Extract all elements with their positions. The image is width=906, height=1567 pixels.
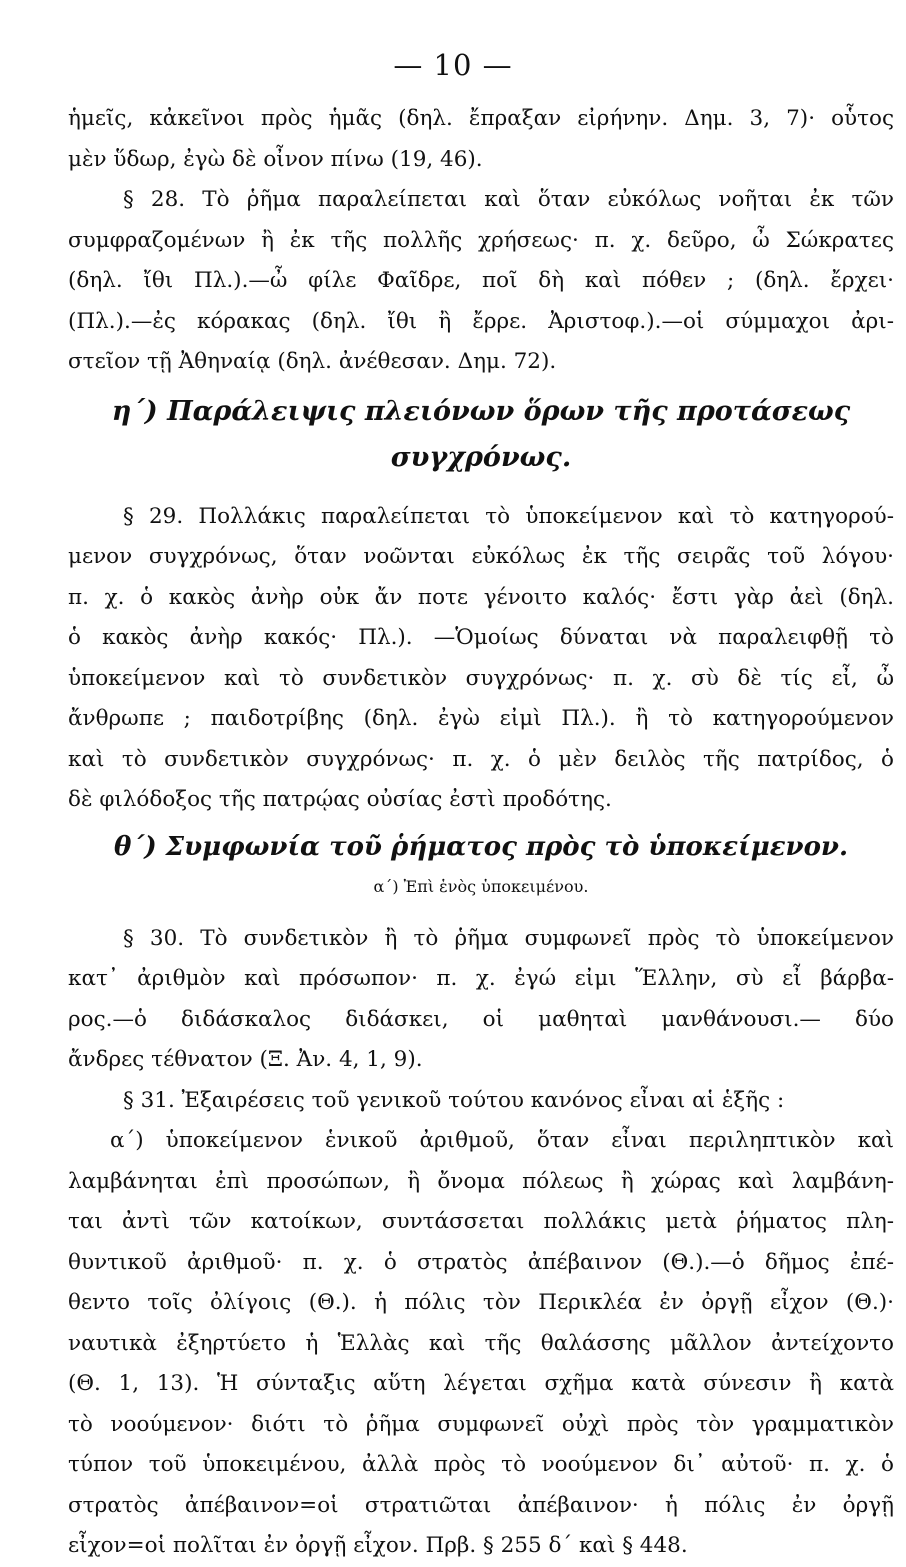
- text-line: μενον συγχρόνως, ὅταν νοῶνται εὐκόλως ἐκ τῆς σειρᾶς τοῦ λόγου·: [68, 544, 894, 569]
- text-line: π. χ. ὁ κακὸς ἀνὴρ οὐκ ἄν ποτε γένοιτο καλός· ἔστι γὰρ ἀεὶ (δηλ.: [68, 584, 894, 610]
- text-line: θεντο τοῖς ὀλίγοις (Θ.). ἡ πόλις τὸν Περικλέα ἐν ὀργῇ εἶχον (Θ.)·: [68, 1290, 894, 1315]
- text-line: ἄνθρωπε ; παιδοτρίβης (δηλ. ἐγὼ εἰμὶ Πλ.). ἢ τὸ κατηγορούμενον: [68, 706, 894, 731]
- text-line: ὁ κακὸς ἀνὴρ κακός· Πλ.). —Ὁμοίως δύναται νὰ παραλειφθῇ τὸ: [68, 625, 894, 650]
- text-line: (Πλ.).—ἐς κόρακας (δηλ. ἴθι ἢ ἔρρε. Ἀριστοφ.).—οἱ σύμμαχοι ἀρι-: [68, 308, 894, 334]
- text-line: § 28. Τὸ ῥῆμα παραλείπεται καὶ ὅταν εὐκόλως νοῆται ἐκ τῶν: [123, 187, 894, 212]
- text-line: λαμβάνηται ἐπὶ προσώπων, ἢ ὄνομα πόλεως ἢ χώρας καὶ λαμβάνη-: [68, 1168, 894, 1194]
- text-line: συμφραζομένων ἢ ἐκ τῆς πολλῆς χρήσεως· π. χ. δεῦρο, ὦ Σώκρατες: [68, 227, 894, 253]
- section-heading-eta: η΄) Παράλειψις πλειόνων ὅρων τῆς προτάσεως: [111, 395, 851, 427]
- text-line: α΄) ὑποκείμενον ἑνικοῦ ἀριθμοῦ, ὅταν εἶναι περιληπτικὸν καὶ: [110, 1128, 894, 1153]
- text-line: τὸ νοούμενον· διότι τὸ ῥῆμα συμφωνεῖ οὐχὶ πρὸς τὸν γραμματικὸν: [68, 1411, 894, 1437]
- text-line: ται ἀντὶ τῶν κατοίκων, συντάσσεται πολλάκις μετὰ ῥήματος πλη-: [68, 1209, 894, 1234]
- text-line: ναυτικὰ ἐξηρτύετο ἡ Ἑλλὰς καὶ τῆς θαλάσσης μᾶλλον ἀντείχοντο: [68, 1330, 894, 1356]
- text-line: (δηλ. ἴθι Πλ.).—ὦ φίλε Φαῖδρε, ποῖ δὴ καὶ πόθεν ; (δηλ. ἔρχει·: [68, 268, 894, 293]
- text-line: § 29. Πολλάκις παραλείπεται τὸ ὑποκείμενον καὶ τὸ κατηγορού-: [123, 503, 894, 529]
- text-line: § 30. Τὸ συνδετικὸν ἢ τὸ ῥῆμα συμφωνεῖ πρὸς τὸ ὑποκείμενον: [123, 925, 894, 951]
- text-line: (Θ. 1, 13). Ἡ σύνταξις αὕτη λέγεται σχῆμα κατὰ σύνεσιν ἢ κατὰ: [68, 1371, 894, 1396]
- text-line: § 31. Ἐξαιρέσεις τοῦ γενικοῦ τούτου κανόνος εἶναι αἱ ἑξῆς :: [123, 1087, 785, 1113]
- text-line: στεῖον τῇ Ἀθηναίᾳ (δηλ. ἀνέθεσαν. Δημ. 72).: [68, 349, 557, 374]
- paragraph-group-a: [68, 99, 894, 383]
- text-line: ρος.—ὁ διδάσκαλος διδάσκει, οἱ μαθηταὶ μανθάνουσι.— δύο: [68, 1006, 894, 1032]
- spacer: [68, 905, 894, 919]
- text-line: στρατὸς ἀπέβαινον=οἱ στρατιῶται ἀπέβαινον· ἡ πόλις ἐν ὀργῇ: [68, 1492, 894, 1518]
- text-line: ὑποκείμενον καὶ τὸ συνδετικὸν συγχρόνως· π. χ. σὺ δὲ τίς εἶ, ὦ: [68, 665, 894, 691]
- section-heading-theta: θ΄) Συμφωνία τοῦ ῥήματος πρὸς τὸ ὑποκείμενον.: [113, 831, 849, 862]
- subsection-heading-alpha: α΄) Ἐπὶ ἑνὸς ὑποκειμένου.: [373, 876, 589, 896]
- text-line: θυντικοῦ ἀριθμοῦ· π. χ. ὁ στρατὸς ἀπέβαινον (Θ.).—ὁ δῆμος ἐπέ-: [68, 1249, 894, 1275]
- text-line: μὲν ὕδωρ, ἐγὼ δὲ οἶνον πίνω (19, 46).: [68, 146, 483, 172]
- section-heading-eta-continued: συγχρόνως.: [390, 441, 572, 473]
- spacer: [68, 481, 894, 497]
- text-line: δὲ φιλόδοξος τῆς πατρῴας οὐσίας ἐστὶ προδότης.: [68, 787, 612, 812]
- paragraph-group-c: [68, 919, 894, 1567]
- text-line: ἄνδρες τέθνατον (Ξ. Ἀν. 4, 1, 9).: [68, 1047, 423, 1072]
- text-line: κατ᾽ ἀριθμὸν καὶ πρόσωπον· π. χ. ἐγώ εἰμι Ἕλλην, σὺ εἶ βάρβα-: [68, 966, 894, 991]
- page-body: [68, 99, 894, 1567]
- text-line: τύπον τοῦ ὑποκειμένου, ἀλλὰ πρὸς τὸ νοούμενον δι᾽ αὐτοῦ· π. χ. ὁ: [68, 1452, 894, 1477]
- page-number: — 10 —: [393, 48, 513, 82]
- text-line: εἶχον=οἱ πολῖται ἐν ὀργῇ εἶχον. Πρβ. § 255 δ΄ καὶ § 448.: [68, 1533, 688, 1558]
- text-line: ἡμεῖς, κἀκεῖνοι πρὸς ἡμᾶς (δηλ. ἔπραξαν εἰρήνην. Δημ. 3, 7)· οὗτος: [68, 106, 894, 131]
- text-line: καὶ τὸ συνδετικὸν συγχρόνως· π. χ. ὁ μὲν δειλὸς τῆς πατρίδος, ὁ: [68, 746, 894, 772]
- paragraph-group-b: [68, 497, 894, 821]
